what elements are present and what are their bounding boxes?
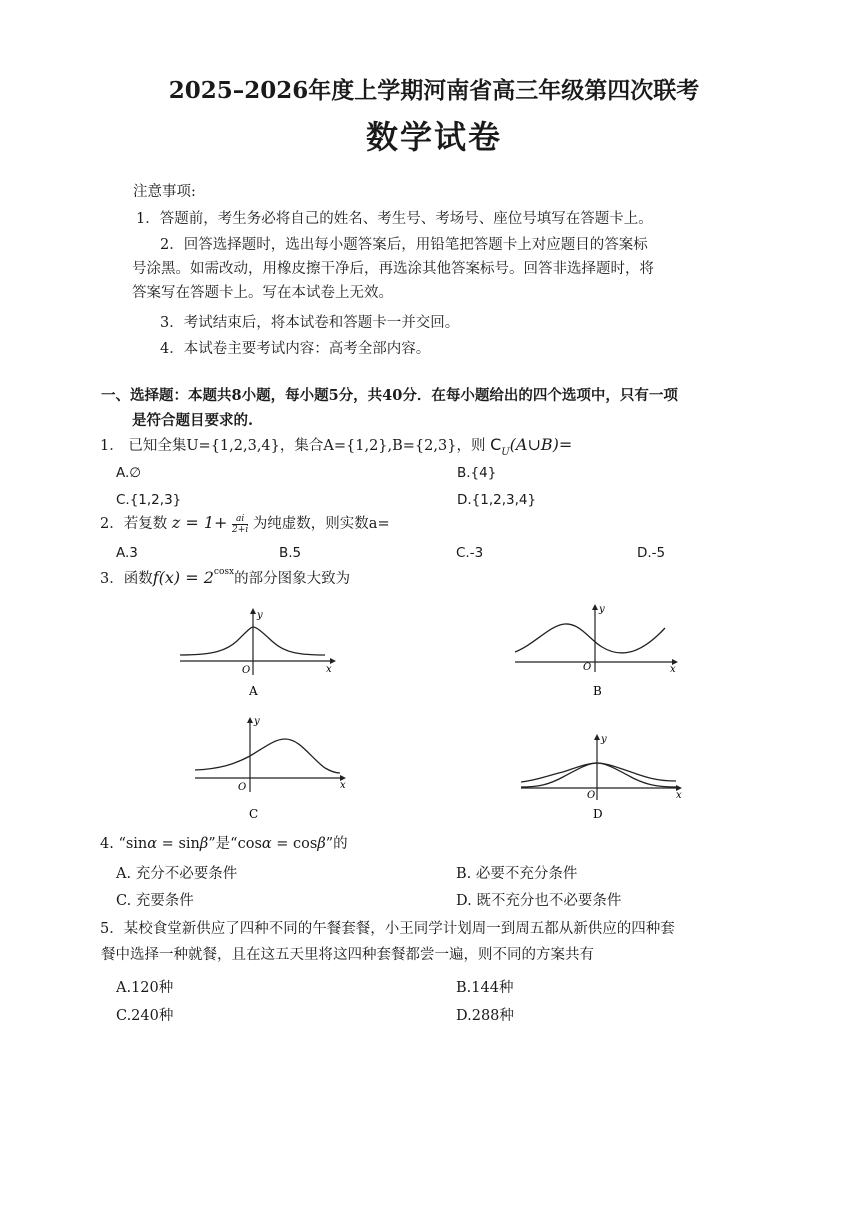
question-5-cont: 餐中选择一种就餐，且在这五天里将这四种套餐都尝一遍，则不同的方案共有 [101,947,594,963]
subject-title: 数学试卷 [365,118,502,156]
note-item-2: 2．回答选择题时，选出每小题答案后，用铅笔把答题卡上对应题目的答案标 [160,237,648,253]
q1-sub: U [501,447,510,458]
graph-b-y-arrow [592,604,598,610]
graph-a-y-arrow [250,608,256,614]
graph-b-origin: O [583,662,592,673]
question-3 [100,567,350,588]
graph-d-curve [521,763,676,782]
note-item-2-cont: 号涂黑。如需改动，用橡皮擦干净后，再选涂其他答案标号。回答非选择题时，将 [132,261,654,277]
note-item-4: 4．本试卷主要考试内容：高考全部内容。 [160,341,431,357]
q4-alpha: α [147,836,158,852]
graph-c-label: C [249,807,259,821]
q2-z: z = 1+ [171,513,228,532]
q2-option-a: A.3 [116,545,138,561]
q2-option-b: B.5 [279,545,302,561]
q2-option-c: C.-3 [456,545,484,561]
q5-option-a: A.120种 [116,980,174,996]
q4-option-c: C. 充要条件 [116,893,194,909]
exam-title: 2025–2026年度上学期河南省高三年级第四次联考 [168,77,700,104]
graph-d-y-label: y [601,734,607,745]
q4-beta: β [199,836,209,852]
question-4 [100,832,348,853]
graph-a-x-label: x [326,664,332,675]
q4-end: ”的 [325,836,348,852]
q1-expr: (A∪B)= [509,435,573,454]
q2-denominator: 2+i [232,524,249,535]
note-item-1: 1．答题前，考生务必将自己的姓名、考生号、考场号、座位号填写在答题卡上。 [136,211,653,227]
graph-d-label: D [593,807,603,821]
graph-c-y-arrow [247,717,253,723]
q1-option-c: C.{1,2,3} [116,492,182,508]
graph-a-origin: O [242,665,251,676]
graph-d-curve-2 [521,763,676,787]
graph-b-curve [515,624,665,653]
graph-c-origin: O [238,782,247,793]
graph-a [175,605,340,700]
q2-suffix: 为纯虚数，则实数a= [252,516,390,532]
q1-text: 1． 已知全集U={1,2,3,4}，集合A={1,2},B={2,3}，则 [100,438,486,454]
q2-option-d: D.-5 [637,545,666,561]
graph-b-label: B [593,684,602,698]
graph-c-curve [195,739,340,773]
notes-heading: 注意事项: [133,184,196,200]
graph-c-y-label: y [254,716,260,727]
q5-option-d: D.288种 [456,1008,514,1024]
graph-c [190,712,355,824]
q3-fx: f(x) = 2 [152,568,214,587]
q4-beta-2: β [317,836,326,852]
q1-option-b: B.{4} [457,465,497,481]
q4-text-a: 4. “sin [100,836,148,852]
section-heading-cont: 是符合题目要求的. [132,412,254,429]
q4-option-d: D. 既不充分也不必要条件 [456,893,622,909]
question-1 [100,434,572,458]
complement-symbol: C [490,435,502,454]
graph-d-origin: O [587,790,596,801]
graph-b-y-label: y [599,604,605,615]
q4-option-b: B. 必要不充分条件 [456,866,578,882]
q5-option-b: B.144种 [456,980,514,996]
question-2 [100,512,390,535]
graph-c-x-label: x [340,780,346,791]
graph-d-y-arrow [594,734,600,740]
q2-fraction [232,514,248,535]
graph-b [510,600,685,700]
graph-d-x-label: x [676,790,682,801]
q1-option-a: A.∅ [116,465,142,481]
section-heading: 一、选择题：本题共8小题，每小题5分，共40分．在每小题给出的四个选项中，只有一项 [101,387,678,404]
question-5: 5．某校食堂新供应了四种不同的午餐套餐，小王同学计划周一到周五都从新供应的四种套 [100,921,675,937]
q2-prefix: 2．若复数 [100,516,168,532]
q3-prefix: 3．函数 [100,571,153,587]
q2-numerator: ai [232,514,248,525]
q3-suffix: 的部分图象大致为 [234,571,351,587]
q4-mid: ”是“cos [208,836,262,852]
q4-eq2: = cos [271,836,318,852]
q5-option-c: C.240种 [116,1008,174,1024]
q4-alpha-2: α [261,836,272,852]
q3-exponent: cosx [213,567,235,577]
q4-option-a: A. 充分不必要条件 [116,866,238,882]
q4-eq: = sin [157,836,200,852]
graph-b-x-label: x [670,664,676,675]
q1-option-d: D.{1,2,3,4} [457,492,537,508]
note-item-2-cont2: 答案写在答题卡上。写在本试卷上无效。 [132,285,393,301]
note-item-3: 3．考试结束后，将本试卷和答题卡一并交回。 [160,315,460,331]
graph-d [518,732,688,824]
graph-a-y-label: y [257,610,263,621]
graph-a-label: A [249,684,258,698]
